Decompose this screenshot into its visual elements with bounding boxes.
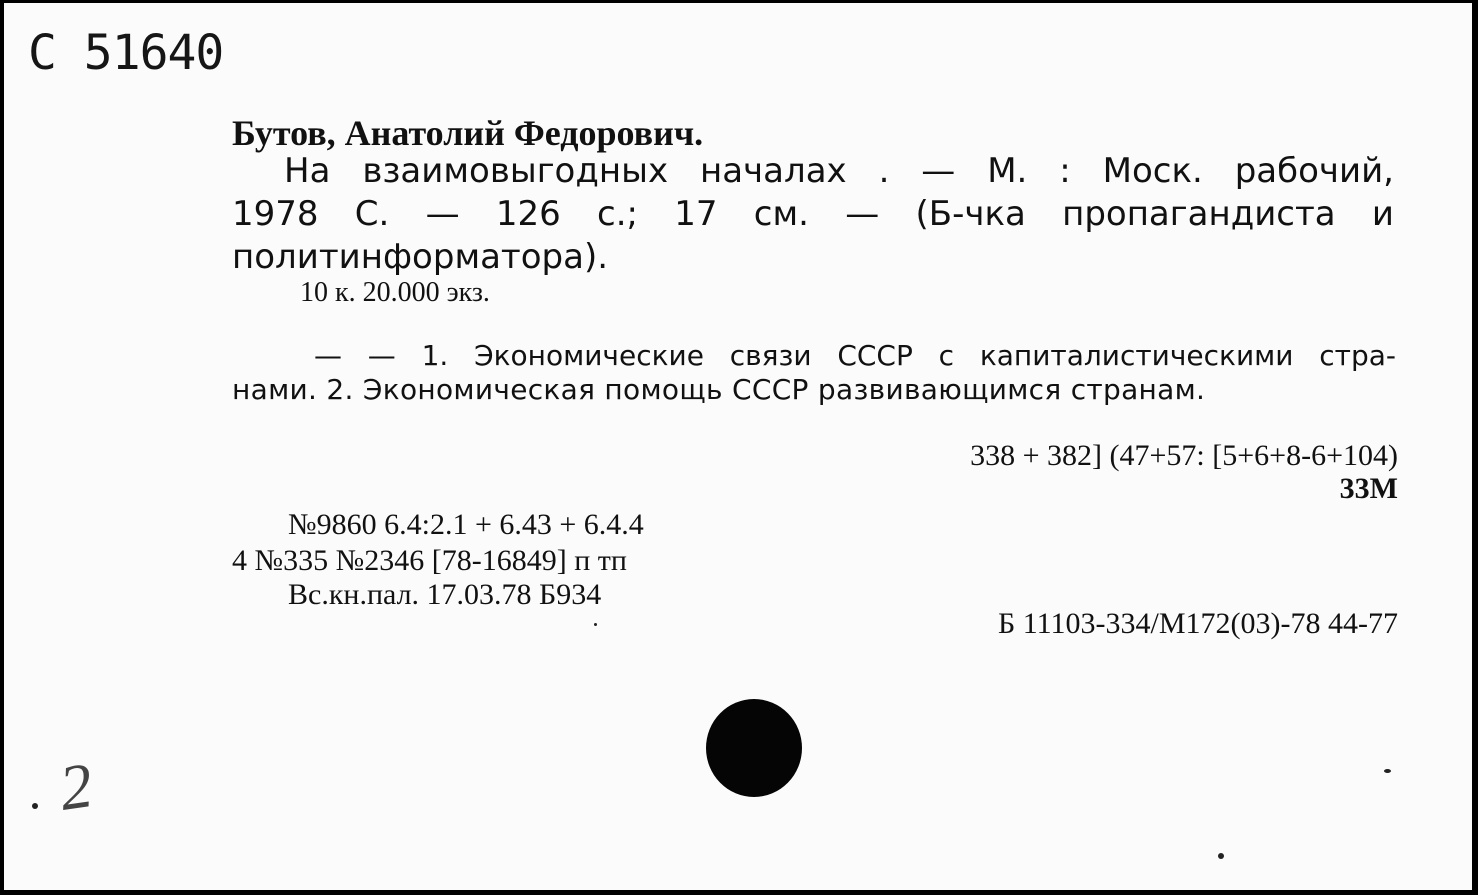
- subjects-line-2: нами. 2. Экономическая помощь СССР развивающимся странам.: [232, 373, 1206, 406]
- speck: [594, 623, 597, 626]
- title-line-1: На взаимовыгодных началах . — М. : Моск. рабочий,: [284, 151, 1394, 191]
- title-line-3: политинформатора).: [232, 237, 609, 277]
- speck: [32, 803, 38, 809]
- reference-line-3: Вс.кн.пал. 17.03.78 Б934: [288, 578, 602, 611]
- index-code: Б 11103-334/М172(03)-78 44-77: [998, 607, 1398, 640]
- call-number: С 51640: [28, 25, 224, 81]
- speck: [1384, 769, 1391, 773]
- speck: [1218, 853, 1224, 859]
- reference-line-1: №9860 6.4:2.1 + 6.43 + 6.4.4: [288, 508, 644, 541]
- handwritten-mark: 2: [55, 749, 97, 824]
- card-punch-hole: [706, 699, 802, 797]
- title-line-2: 1978 С. — 126 с.; 17 см. — (Б-чка пропагандиста и: [232, 194, 1394, 234]
- price-print-run: 10 к. 20.000 экз.: [300, 277, 490, 308]
- classification-index: 338 + 382] (47+57: [5+6+8-6+104): [970, 439, 1398, 472]
- reference-line-2: 4 №335 №2346 [78-16849] п тп: [232, 544, 627, 577]
- author-heading: Бутов, Анатолий Федорович.: [232, 113, 704, 153]
- subjects-line-1: — — 1. Экономические связи СССР с капиталистическими стра-: [314, 339, 1396, 372]
- catalog-card: [4, 3, 1475, 890]
- author-mark: 33М: [1339, 472, 1398, 505]
